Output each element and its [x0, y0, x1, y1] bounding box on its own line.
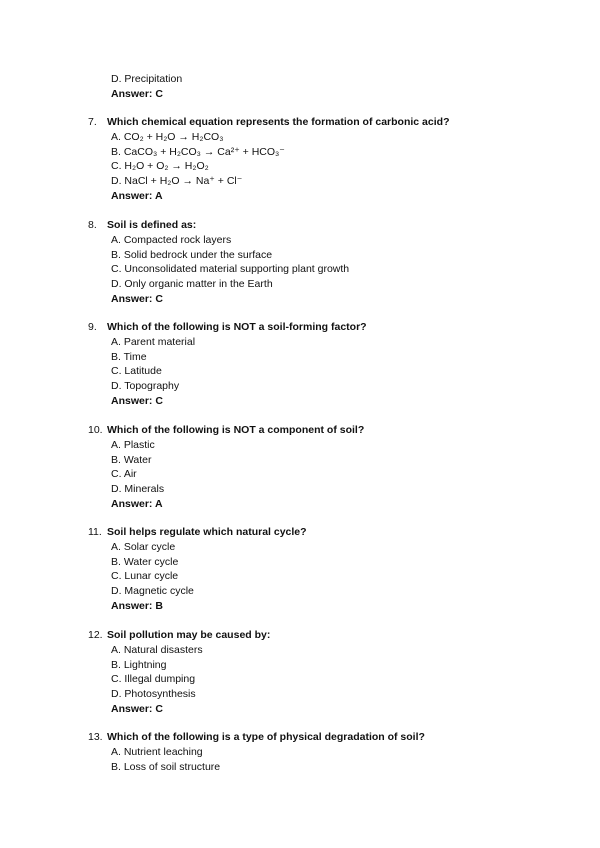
option-c: C. Unconsolidated material supporting plant growth [111, 263, 350, 276]
option-d: D. Magnetic cycle [111, 585, 194, 598]
question-text: Which of the following is NOT a component of soil? [107, 424, 365, 436]
answer-line: Answer: C [111, 702, 163, 715]
question-number: 9. [88, 321, 97, 333]
question-header [88, 320, 367, 335]
carryover-question-tail [111, 72, 182, 101]
question-text: Soil is defined as: [107, 219, 197, 231]
option-a: A. Parent material [111, 336, 196, 348]
option-c: C. Air [111, 468, 137, 481]
option-d: D. Precipitation [111, 73, 183, 85]
option-c: C. Illegal dumping [111, 673, 196, 686]
options-list [88, 745, 425, 774]
answer-line: Answer: C [111, 394, 163, 407]
question-header [88, 423, 364, 438]
question-header [88, 628, 270, 643]
options-list [88, 540, 307, 613]
question-number: 11. [88, 526, 102, 538]
question-text: Which chemical equation represents the formation of carbonic acid? [107, 116, 450, 128]
option-b: B. Lightning [111, 658, 167, 671]
question-number: 8. [88, 219, 97, 231]
question-9 [88, 320, 367, 408]
options-list [88, 335, 367, 408]
option-b: B. CaCO₃ + H₂CO₃ → Ca²⁺ + HCO₃⁻ [111, 145, 285, 158]
option-c: C. Lunar cycle [111, 570, 179, 583]
option-b: B. Time [111, 350, 147, 363]
question-header [88, 218, 349, 233]
answer-line: Answer: B [111, 599, 163, 612]
question-12 [88, 628, 270, 716]
question-13 [88, 730, 425, 774]
option-a: A. Natural disasters [111, 644, 203, 656]
option-c: C. Latitude [111, 365, 162, 378]
question-10 [88, 423, 364, 511]
options-list [88, 643, 270, 716]
options-list [88, 130, 449, 203]
option-c: C. H₂O + O₂ → H₂O₂ [111, 160, 209, 173]
answer-line: Answer: C [111, 292, 163, 305]
option-d: D. Only organic matter in the Earth [111, 278, 273, 291]
option-a: A. CO₂ + H₂O → H₂CO₃ [111, 131, 224, 143]
answer-line: Answer: C [111, 87, 163, 100]
question-number: 13. [88, 731, 103, 743]
options-list [88, 233, 349, 306]
option-a: A. Compacted rock layers [111, 234, 232, 246]
question-8 [88, 218, 349, 306]
question-header [88, 115, 449, 130]
option-b: B. Loss of soil structure [111, 760, 221, 773]
question-text: Which of the following is NOT a soil-forming factor? [107, 321, 367, 333]
question-11 [88, 525, 307, 613]
option-b: B. Solid bedrock under the surface [111, 248, 273, 261]
question-number: 12. [88, 629, 103, 641]
question-header [88, 525, 307, 540]
question-number: 7. [88, 116, 97, 128]
option-a: A. Nutrient leaching [111, 746, 203, 758]
option-b: B. Water cycle [111, 555, 179, 568]
option-d: D. Minerals [111, 483, 165, 496]
options-list [88, 438, 364, 511]
answer-line: Answer: A [111, 497, 163, 510]
option-d: D. NaCl + H₂O → Na⁺ + Cl⁻ [111, 175, 243, 188]
question-number: 10. [88, 424, 103, 436]
answer-line: Answer: A [111, 189, 163, 202]
question-header [88, 730, 425, 745]
question-7 [88, 115, 449, 203]
option-a: A. Solar cycle [111, 541, 176, 553]
question-text: Soil pollution may be caused by: [107, 629, 271, 641]
option-d: D. Topography [111, 380, 180, 393]
option-d: D. Photosynthesis [111, 688, 196, 701]
question-text: Soil helps regulate which natural cycle? [107, 526, 307, 538]
question-text: Which of the following is a type of physical degradation of soil? [107, 731, 425, 743]
option-b: B. Water [111, 453, 152, 466]
option-a: A. Plastic [111, 439, 155, 451]
